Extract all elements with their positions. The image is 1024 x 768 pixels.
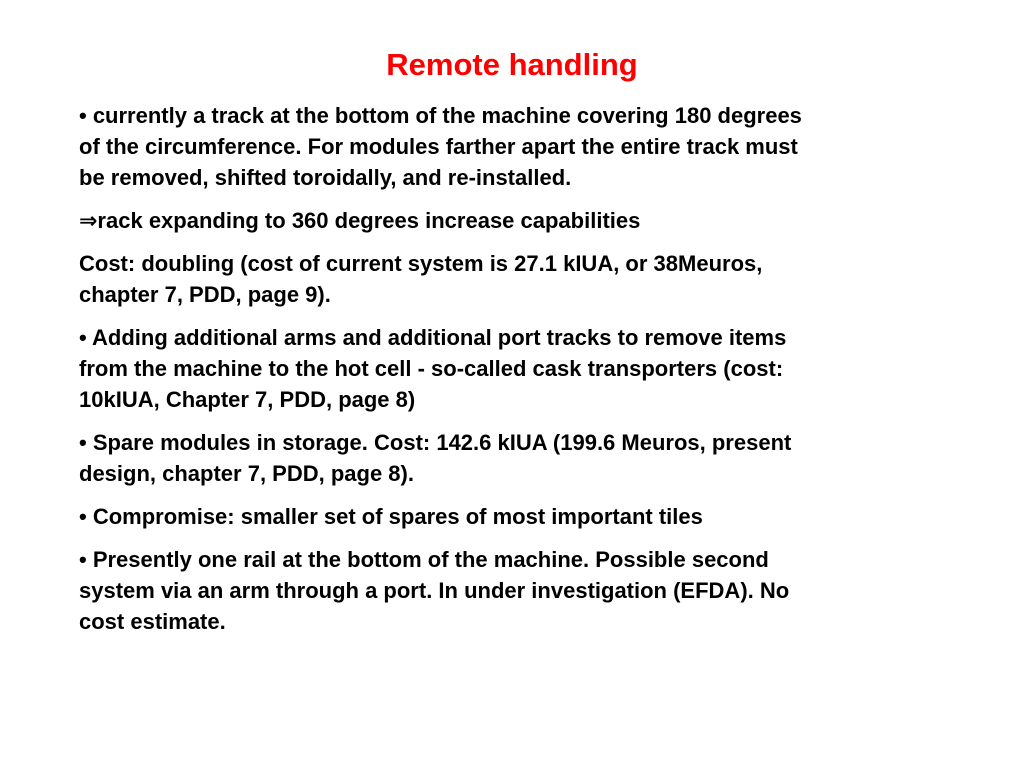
text-line: Cost: doubling (cost of current system is 27.1 kIUA, or 38Meuros, [79,251,763,276]
text-line: chapter 7, PDD, page 9). [79,282,331,307]
paragraph-rail-system [79,544,959,637]
paragraph-cost-doubling [79,248,959,310]
slide-body [79,100,959,649]
text-line: design, chapter 7, PDD, page 8). [79,461,414,486]
paragraph-spare-modules [79,427,959,489]
text-line: • Presently one rail at the bottom of the machine. Possible second [79,547,769,572]
text-line: be removed, shifted toroidally, and re-installed. [79,165,572,190]
text-line: of the circumference. For modules farther apart the entire track must [79,134,798,159]
text-line: from the machine to the hot cell - so-called cask transporters (cost: [79,356,784,381]
text-line: ⇒rack expanding to 360 degrees increase capabilities [79,208,641,233]
paragraph-track-expansion [79,205,959,236]
paragraph-additional-arms [79,322,959,415]
text-line: cost estimate. [79,609,226,634]
text-line: • Compromise: smaller set of spares of most important tiles [79,504,703,529]
text-line: • currently a track at the bottom of the machine covering 180 degrees [79,103,802,128]
paragraph-track-coverage [79,100,959,193]
text-line: • Spare modules in storage. Cost: 142.6 kIUA (199.6 Meuros, present [79,430,792,455]
slide-title: Remote handling [386,47,638,82]
paragraph-compromise [79,501,959,532]
text-line: system via an arm through a port. In under investigation (EFDA). No [79,578,790,603]
text-line: 10kIUA, Chapter 7, PDD, page 8) [79,387,416,412]
text-line: • Adding additional arms and additional port tracks to remove items [79,325,787,350]
